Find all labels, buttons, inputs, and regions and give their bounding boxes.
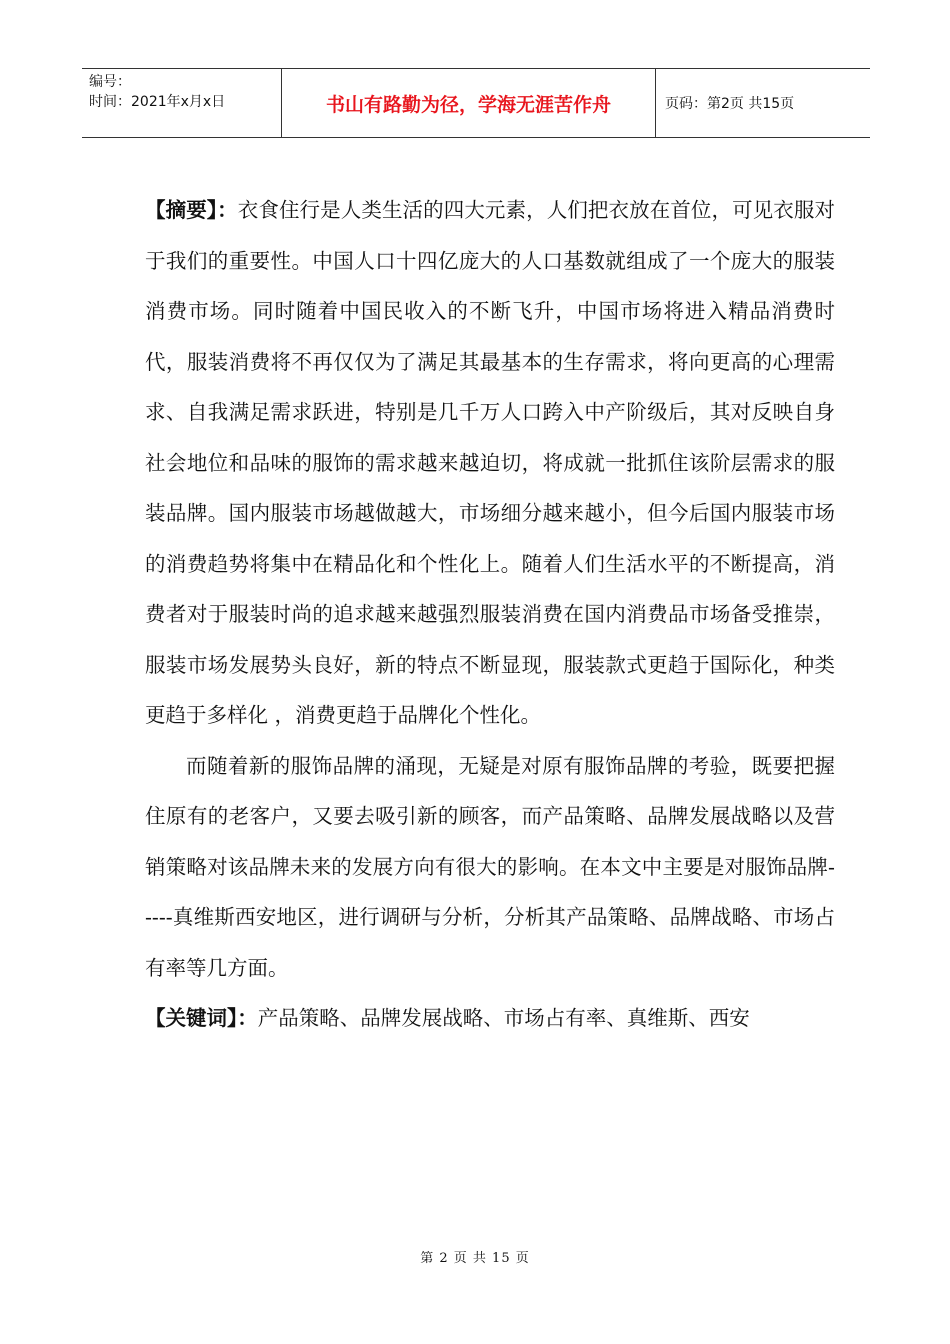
document-body: [145, 185, 835, 1044]
abstract-label: 【摘要】：: [145, 198, 238, 222]
number-label: 编号：: [89, 74, 131, 90]
keywords-label: 【关键词】：: [145, 1006, 258, 1030]
abstract-paragraph: [145, 185, 835, 741]
header-motto: 书山有路勤为径，学海无涯苦作舟: [281, 69, 656, 137]
document-header: [82, 68, 870, 138]
abstract-text: 衣食住行是人类生活的四大元素，人们把衣放在首位，可见衣服对于我们的重要性。中国人口十四亿庞大的人口基数就组成了一个庞大的服装消费市场。同时随着中国民收入的不断飞升，中国市场将进入精品消费时代，服装消费将不再仅仅为了满足其最基本的生存需求，将向更高的心理需求、自我满足需求跃进，特别是几千万人口跨入中产阶级后，其对反映自身社会地位和品味的服饰的需求越来越迫切，将成就一批抓住该阶层需求的服装品牌。国内服装市场越做越大，市场细分越来越小，但今后国内服装市场的消费趋势将集中在精品化和个性化上。随着人们生活水平的不断提高，消费者对于服装时尚的追求越来越强烈服装消费在国内消费品市场备受推崇，服装市场发展势头良好，新的特点不断显现，服装款式更趋于国际化，种类更趋于多样化 ，消费更趋于品牌化个性化。: [145, 198, 836, 727]
keywords-text: 产品策略、品牌发展战略、市场占有率、真维斯、西安: [257, 1006, 750, 1030]
header-page-info: 页码：第2页 共15页: [665, 96, 795, 112]
page-footer: 第 2 页 共 15 页: [420, 1251, 530, 1266]
keywords-paragraph: [145, 993, 835, 1044]
header-meta: [82, 69, 281, 137]
date-label: 时间：2021年x月x日: [89, 94, 226, 110]
abstract-paragraph-2: 而随着新的服饰品牌的涌现，无疑是对原有服饰品牌的考验，既要把握住原有的老客户，又要去吸引新的顾客，而产品策略、品牌发展战略以及营销策略对该品牌未来的发展方向有很大的影响。在本文中主要是对服饰品牌-----真维斯西安地区，进行调研与分析，分析其产品策略、品牌战略、市场占有率等几方面。: [145, 753, 835, 980]
